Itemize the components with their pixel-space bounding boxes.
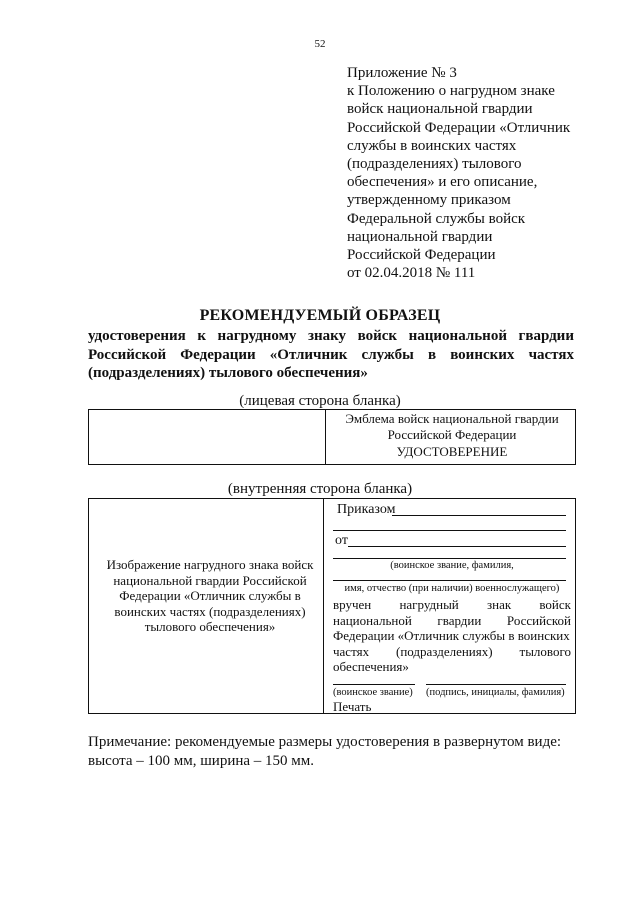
awarded-line bbox=[333, 613, 571, 629]
awarded-line bbox=[333, 644, 571, 660]
certificate-heading: УДОСТОВЕРЕНИЕ bbox=[396, 444, 508, 459]
subtitle-word: службы bbox=[361, 346, 414, 363]
subtitle-word: воинских bbox=[450, 346, 515, 363]
appendix-line: Российской Федерации bbox=[347, 247, 496, 264]
badge-caption-line: Изображение нагрудного знака войск bbox=[106, 557, 314, 572]
subtitle-word: войск bbox=[357, 328, 398, 344]
document-subtitle bbox=[88, 327, 574, 383]
form-divider bbox=[323, 499, 324, 713]
subtitle-word: в bbox=[427, 346, 437, 363]
awarded-line: Федерации «Отличник службы в воинских bbox=[333, 628, 570, 643]
patronymic-line bbox=[333, 580, 566, 581]
subtitle-word: нагрудному bbox=[217, 328, 297, 344]
appendix-line: Российской Федерации «Отличник bbox=[347, 119, 571, 136]
appendix-line: обеспечения» и его описание, bbox=[347, 174, 538, 191]
appendix-line: службы в воинских частях bbox=[347, 137, 517, 154]
federation-caption: Российской Федерации bbox=[387, 427, 517, 442]
subtitle-word: знаку bbox=[307, 328, 347, 344]
awarded-text bbox=[333, 597, 571, 675]
appendix-line: войск национальной гвардии bbox=[347, 101, 533, 118]
appendix-line: к Положению о нагрудном знаке bbox=[347, 83, 555, 100]
document-title: РЕКОМЕНДУЕМЫЙ ОБРАЗЕЦ bbox=[199, 307, 441, 324]
subtitle-line: (подразделениях) тылового обеспечения» bbox=[88, 365, 368, 381]
awarded-word: гвардии bbox=[437, 612, 482, 628]
rank-name-caption: (воинское звание, фамилия, bbox=[390, 560, 514, 571]
awarded-word: тылового bbox=[519, 643, 571, 659]
awarded-word: частях bbox=[333, 643, 370, 659]
appendix-line: утвержденному приказом bbox=[347, 192, 511, 209]
appendix-header bbox=[347, 64, 632, 282]
form-divider bbox=[325, 410, 326, 464]
rank-caption: (воинское звание) bbox=[333, 687, 413, 698]
order-label: Приказом bbox=[337, 502, 396, 517]
emblem-caption: Эмблема войск национальной гвардии bbox=[345, 411, 559, 426]
rank-name-line bbox=[333, 558, 566, 559]
note-line: Примечание: рекомендуемые размеры удостоверения в развернутом виде: bbox=[88, 734, 562, 750]
awarded-line bbox=[333, 597, 571, 613]
subtitle-word: Российской bbox=[88, 346, 167, 363]
stamp-label: Печать bbox=[333, 699, 372, 714]
patronymic-caption: имя, отчество (при наличии) военнослужащего) bbox=[344, 583, 560, 594]
date-line bbox=[348, 546, 566, 547]
badge-caption-line: национальной гвардии Российской bbox=[113, 572, 307, 588]
subtitle-word: частях bbox=[528, 346, 574, 363]
awarded-line: обеспечения» bbox=[333, 659, 409, 674]
awarded-word: знак bbox=[486, 597, 512, 612]
note bbox=[88, 733, 574, 771]
awarded-word: войск bbox=[539, 597, 571, 612]
subtitle-word: «Отличник bbox=[269, 346, 348, 363]
badge-caption-line: воинских частях (подразделениях) bbox=[114, 603, 306, 619]
signature-caption: (подпись, инициалы, фамилия) bbox=[426, 687, 565, 698]
subtitle-word: к bbox=[197, 328, 206, 344]
appendix-line: (подразделениях) тылового bbox=[347, 156, 522, 173]
rank-signature-line bbox=[333, 684, 415, 685]
subtitle-word: Федерации bbox=[180, 346, 256, 363]
order-number-line bbox=[392, 515, 566, 516]
order-blank-line bbox=[333, 530, 566, 531]
badge-caption-line: Федерации «Отличник службы в bbox=[119, 588, 301, 603]
appendix-line: Федеральной службы войск bbox=[347, 210, 526, 227]
awarded-word: (подразделениях) bbox=[396, 643, 493, 659]
awarded-word: вручен bbox=[333, 597, 372, 612]
front-side-label: (лицевая сторона бланка) bbox=[239, 393, 401, 409]
page-number: 52 bbox=[314, 38, 326, 50]
appendix-line: от 02.04.2018 № 111 bbox=[347, 265, 476, 282]
appendix-line: Приложение № 3 bbox=[347, 65, 457, 81]
awarded-word: национальной bbox=[333, 612, 412, 628]
awarded-word: Российской bbox=[506, 612, 571, 628]
subtitle-line bbox=[88, 327, 574, 346]
inner-side-label: (внутренняя сторона бланка) bbox=[227, 481, 413, 497]
front-side-content bbox=[330, 411, 574, 460]
subtitle-word: гвардии bbox=[518, 328, 574, 344]
awarded-word: нагрудный bbox=[399, 597, 459, 612]
from-label: от bbox=[335, 533, 348, 548]
badge-image-placeholder bbox=[102, 557, 318, 635]
signature-line bbox=[426, 684, 566, 685]
note-line: высота – 100 мм, ширина – 150 мм. bbox=[88, 753, 315, 769]
subtitle-word: удостоверения bbox=[88, 328, 186, 344]
subtitle-word: национальной bbox=[408, 328, 507, 344]
subtitle-line bbox=[88, 346, 574, 365]
badge-caption-line: тылового обеспечения» bbox=[144, 619, 276, 634]
appendix-line: национальной гвардии bbox=[347, 228, 493, 245]
